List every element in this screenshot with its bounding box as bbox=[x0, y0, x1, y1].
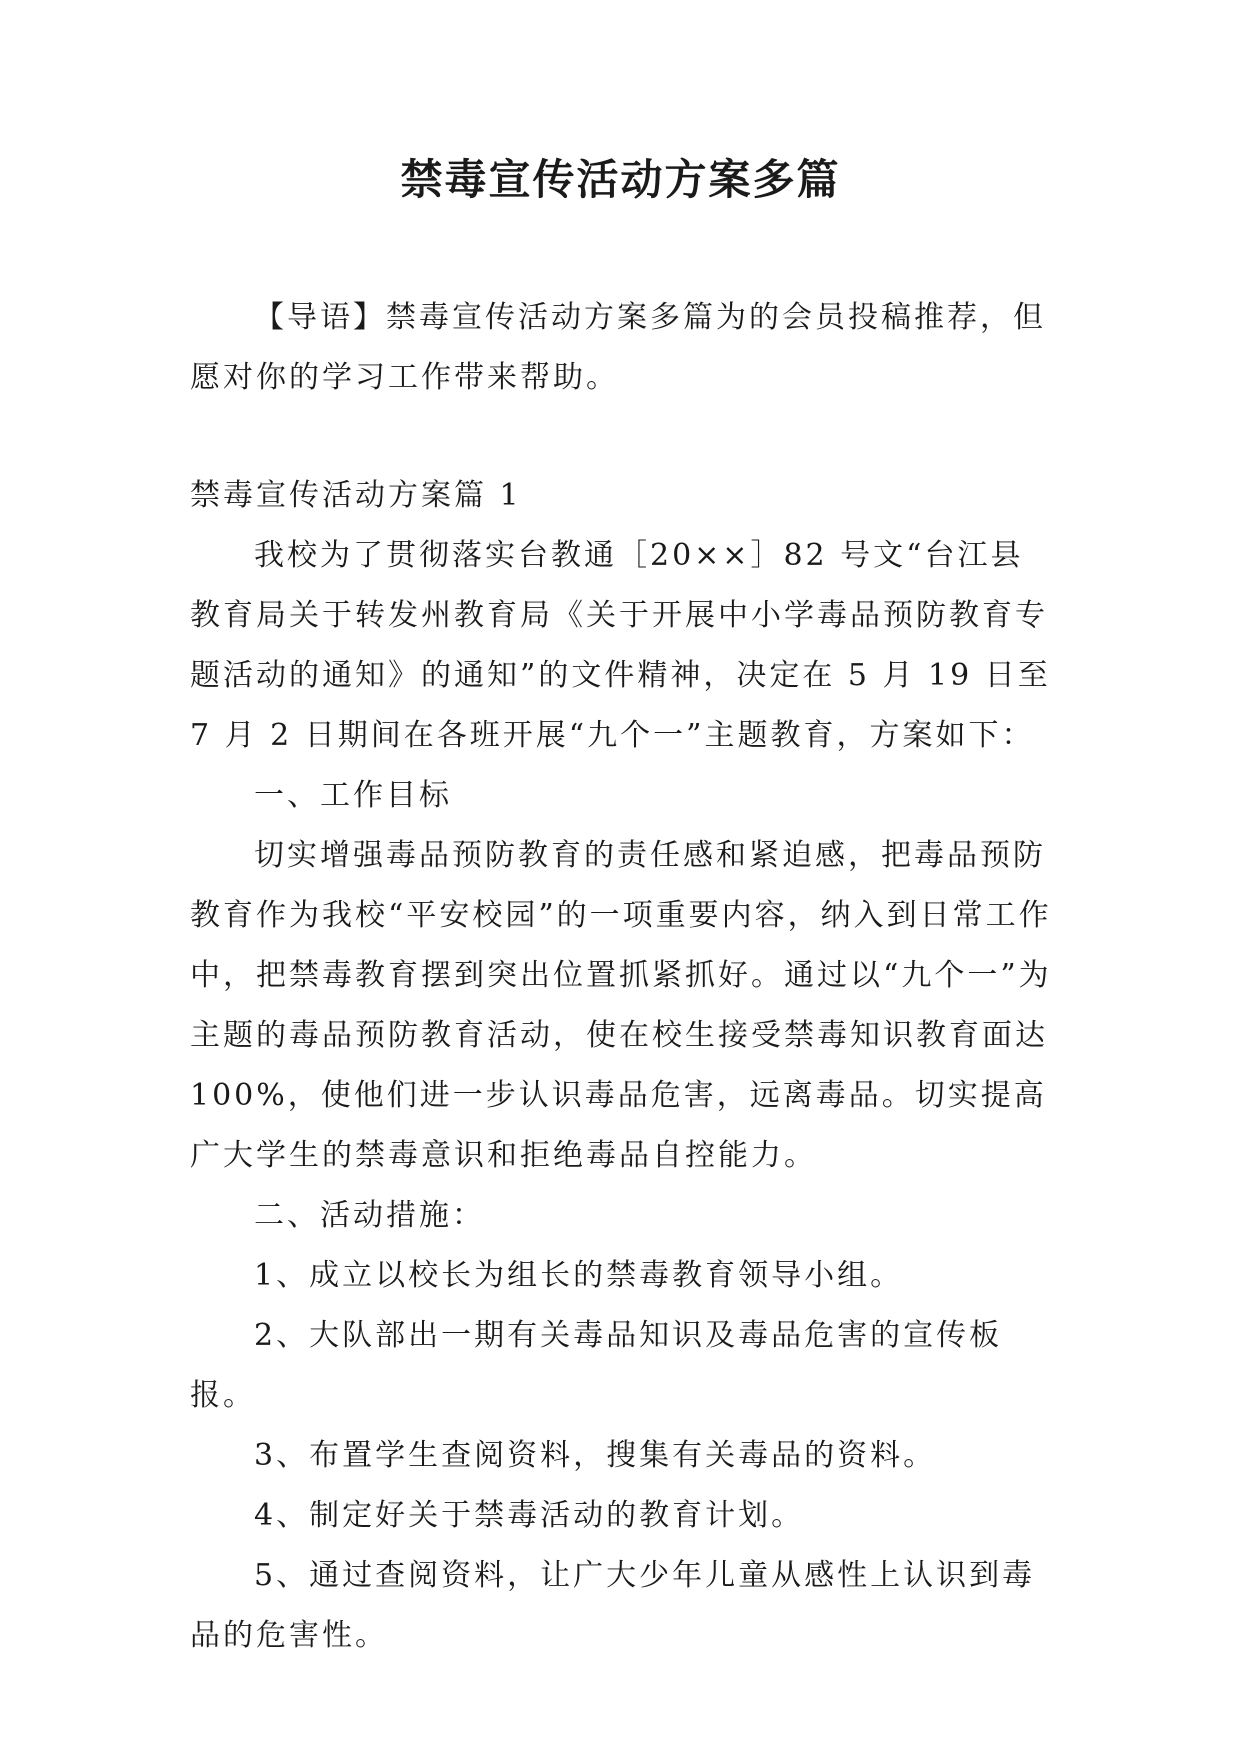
body-paragraph: 我校为了贯彻落实台教通［20××］82 号文“台江县教育局关于转发州教育局《关于开展中小学毒品预防教育专题活动的通知》的通知”的文件精神，决定在 5 月 19 日至 7 月 2 日期间在各班开展“九个一”主题教育，方案如下： bbox=[190, 538, 1051, 753]
section-heading: 禁毒宣传活动方案篇 1 bbox=[190, 478, 522, 513]
intro-paragraph: 【导语】禁毒宣传活动方案多篇为的会员投稿推荐，但愿对你的学习工作带来帮助。 bbox=[190, 300, 1046, 395]
subheading-activity-measures: 二、活动措施： bbox=[254, 1198, 485, 1233]
list-item: 4、制定好关于禁毒活动的教育计划。 bbox=[254, 1498, 805, 1533]
list-item: 1、成立以校长为组长的禁毒教育领导小组。 bbox=[254, 1258, 904, 1293]
list-item: 2、大队部出一期有关毒品知识及毒品危害的宣传板报。 bbox=[190, 1318, 1003, 1413]
list-item: 5、通过查阅资料，让广大少年儿童从感性上认识到毒品的危害性。 bbox=[190, 1558, 1036, 1653]
document-body bbox=[190, 466, 1052, 1666]
subheading-work-goals: 一、工作目标 bbox=[254, 778, 452, 813]
document-title: 禁毒宣传活动方案多篇 bbox=[400, 155, 841, 204]
body-paragraph: 切实增强毒品预防教育的责任感和紧迫感，把毒品预防教育作为我校“平安校园”的一项重要内容，纳入到日常工作中，把禁毒教育摆到突出位置抓紧抓好。通过以“九个一”为主题的毒品预防教育活动，使在校生接受禁毒知识教育面达 100%，使他们进一步认识毒品危害，远离毒品。切实提高广大学生的禁毒意识和拒绝毒品自控能力。 bbox=[190, 838, 1052, 1173]
list-item: 3、布置学生查阅资料，搜集有关毒品的资料。 bbox=[254, 1438, 937, 1473]
